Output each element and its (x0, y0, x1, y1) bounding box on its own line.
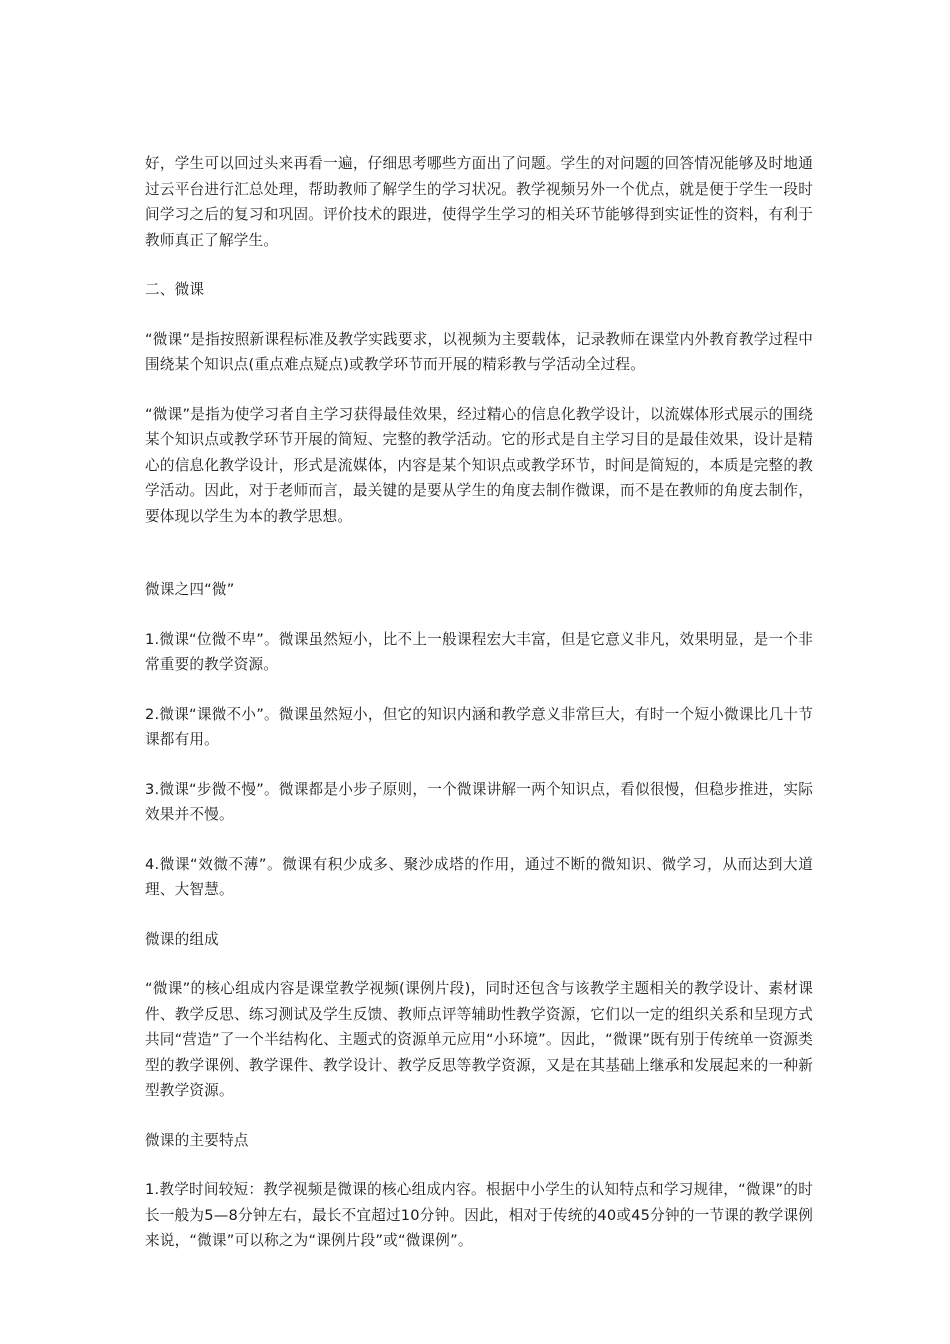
heading-features: 微课的主要特点 (145, 1131, 249, 1149)
paragraph-definition-1: “微课”是指按照新课程标准及教学实践要求，以视频为主要载体，记录教师在课堂内外教育教学过程中围绕某个知识点(重点难点疑点)或教学环节而开展的精彩教与学活动全过程。 (145, 330, 813, 373)
list-item-1: 1.微课“位微不卑”。微课虽然短小，比不上一般课程宏大丰富，但是它意义非凡，效果明显，是一个非常重要的教学资源。 (145, 630, 813, 673)
paragraph-composition: “微课”的核心组成内容是课堂教学视频(课例片段)，同时还包含与该教学主题相关的教学设计、素材课件、教学反思、练习测试及学生反馈、教师点评等辅助性教学资源，它们以一定的组织关系和呈现方式共同“营造”了一个半结构化、主题式的资源单元应用“小环境”。因此，“微课”既有别于传统单一资源类型的教学课例、教学课件、教学设计、教学反思等教学资源，又是在其基础上继承和发展起来的一种新型教学资源。 (145, 980, 813, 1099)
spacer (145, 553, 813, 577)
paragraph-definition-2: “微课”是指为使学习者自主学习获得最佳效果，经过精心的信息化教学设计，以流媒体形式展示的围绕某个知识点或教学环节开展的简短、完整的教学活动。它的形式是自主学习目的是最佳效果，设计是精心的信息化教学设计，形式是流媒体，内容是某个知识点或教学环节，时间是简短的，本质是完整的教学活动。因此，对于老师而言，最关键的是要从学生的角度去制作微课，而不是在教师的角度去制作，要体现以学生为本的教学思想。 (145, 405, 813, 525)
heading-composition: 微课的组成 (145, 930, 219, 948)
list-item-2: 2.微课“课微不小”。微课虽然短小，但它的知识内涵和教学意义非常巨大，有时一个短小微课比几十节课都有用。 (145, 705, 813, 748)
paragraph-feature-1: 1.教学时间较短：教学视频是微课的核心组成内容。根据中小学生的认知特点和学习规律，“微课”的时长一般为5—8分钟左右，最长不宜超过10分钟。因此，相对于传统的40或45分钟的一节课的教学课例来说，“微课”可以称之为“课例片段”或“微课例”。 (145, 1181, 813, 1249)
document-body (145, 151, 813, 1278)
paragraph-intro: 好，学生可以回过头来再看一遍，仔细思考哪些方面出了问题。学生的对问题的回答情况能够及时地通过云平台进行汇总处理，帮助教师了解学生的学习状况。教学视频另外一个优点，就是便于学生一段时间学习之后的复习和巩固。评价技术的跟进，使得学生学习的相关环节能够得到实证性的资料，有利于教师真正了解学生。 (145, 155, 813, 249)
list-item-3: 3.微课“步微不慢”。微课都是小步子原则，一个微课讲解一两个知识点，看似很慢，但稳步推进，实际效果并不慢。 (145, 780, 813, 823)
list-item-4: 4.微课“效微不薄”。微课有积少成多、聚沙成塔的作用，通过不断的微知识、微学习，从而达到大道理、大智慧。 (145, 855, 813, 898)
section-heading-micro-course: 二、微课 (145, 281, 205, 298)
heading-four-micro: 微课之四“微” (145, 581, 235, 598)
